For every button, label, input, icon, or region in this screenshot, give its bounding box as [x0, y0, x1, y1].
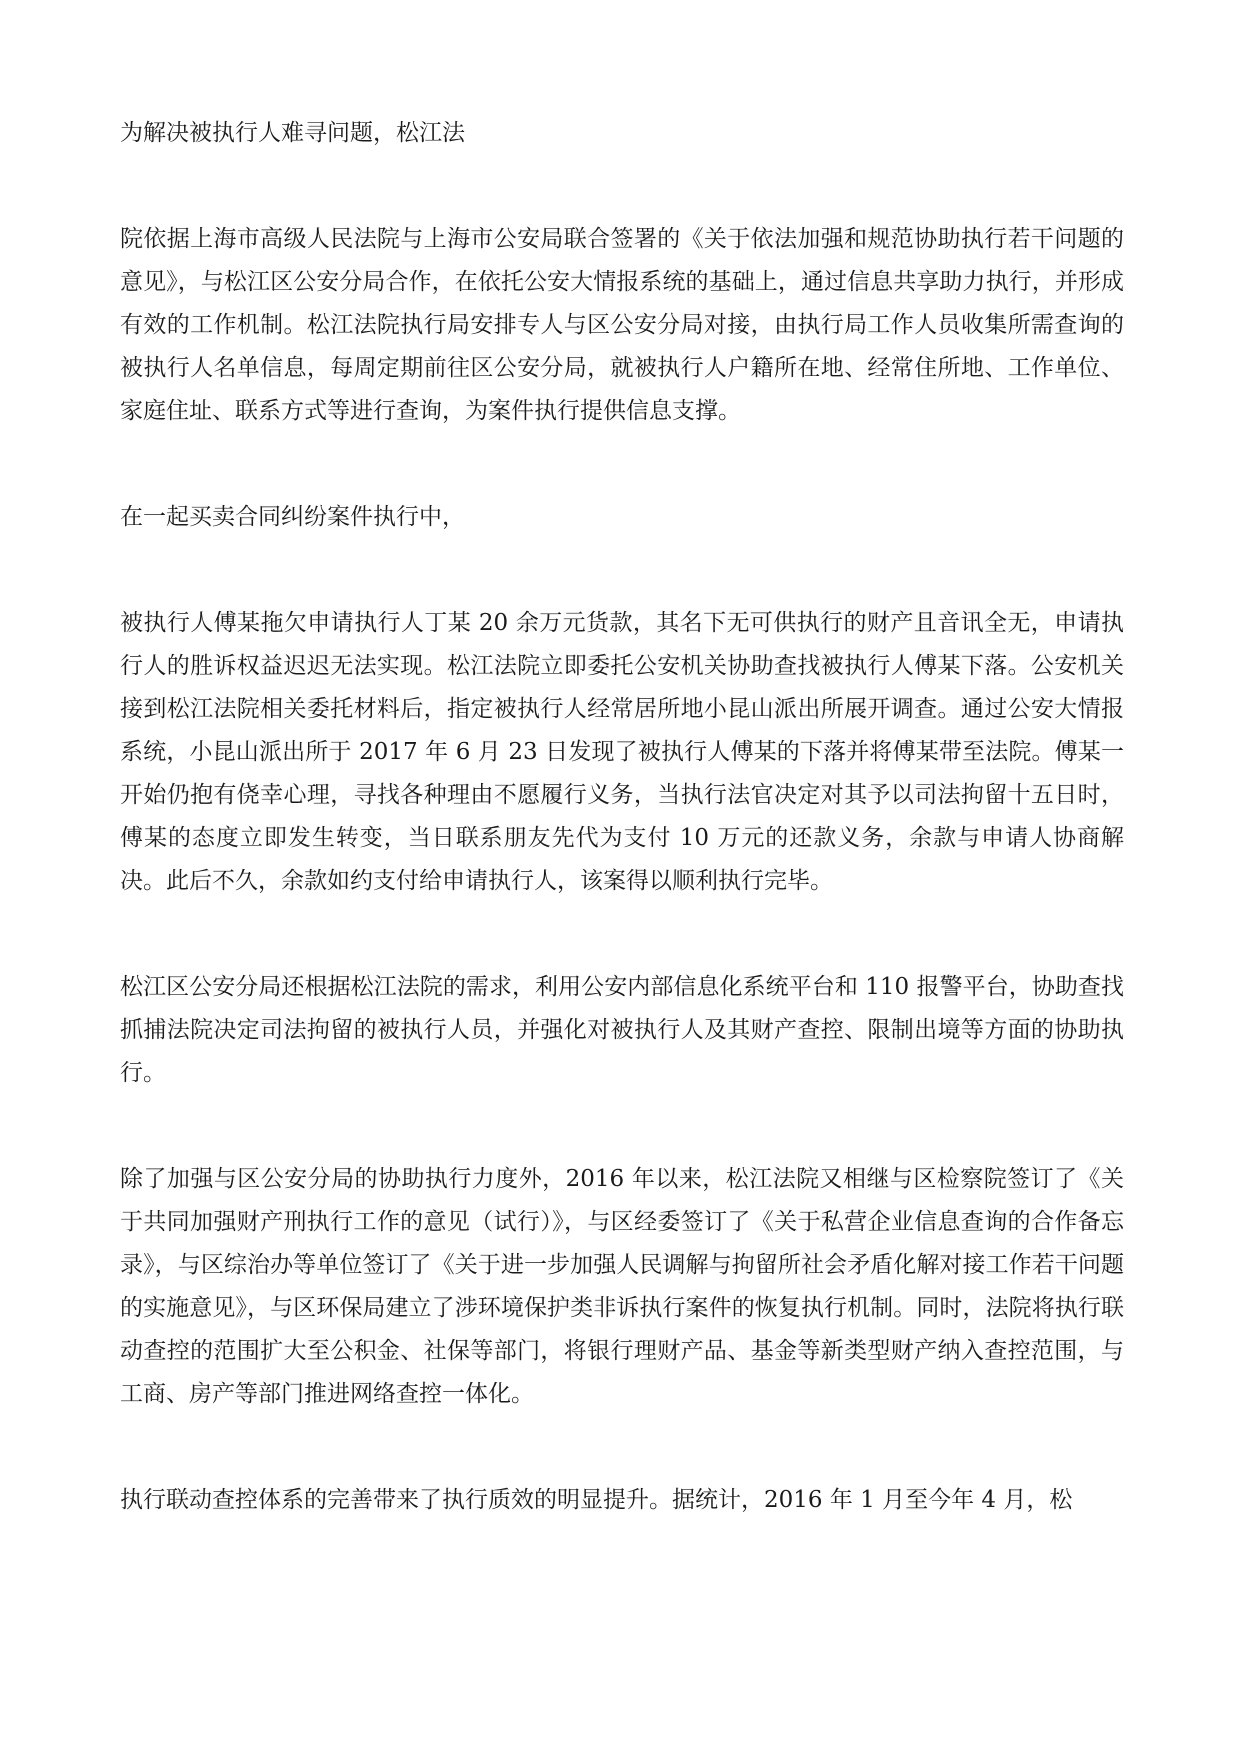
paragraph-statistics: 执行联动查控体系的完善带来了执行质效的明显提升。据统计，2016 年 1 月至今年 4 月，松 [120, 1487, 1073, 1513]
paragraph-cooperation: 院依据上海市高级人民法院与上海市公安局联合签署的《关于依法加强和规范协助执行若干问题的意见》，与松江区公安分局合作，在依托公安大情报系统的基础上，通过信息共享助力执行，并形成有效的工作机制。松江法院执行局安排专人与区公安分局对接，由执行局工作人员收集所需查询的被执行人名单信息，每周定期前往区公安分局，就被执行人户籍所在地、经常住所地、工作单位、家庭住址、联系方式等进行查询，为案件执行提供信息支撑。 [120, 226, 1124, 424]
document-body [120, 112, 1124, 1522]
paragraph-police-support: 松江区公安分局还根据松江法院的需求，利用公安内部信息化系统平台和 110 报警平台，协助查找抓捕法院决定司法拘留的被执行人员，并强化对被执行人及其财产查控、限制出境等方面的协助执行。 [120, 974, 1124, 1086]
paragraph-intro: 为解决被执行人难寻问题，松江法 [120, 120, 465, 146]
paragraph-case-lead: 在一起买卖合同纠纷案件执行中， [120, 504, 465, 530]
paragraph-agreements: 除了加强与区公安分局的协助执行力度外，2016 年以来，松江法院又相继与区检察院签订了《关于共同加强财产刑执行工作的意见（试行）》，与区经委签订了《关于私营企业信息查询的合作备忘录》，与区综治办等单位签订了《关于进一步加强人民调解与拘留所社会矛盾化解对接工作若干问题的实施意见》，与区环保局建立了涉环境保护类非诉执行案件的恢复执行机制。同时，法院将执行联动查控的范围扩大至公积金、社保等部门，将银行理财产品、基金等新类型财产纳入查控范围，与工商、房产等部门推进网络查控一体化。 [120, 1166, 1124, 1407]
paragraph-case-detail: 被执行人傅某拖欠申请执行人丁某 20 余万元货款，其名下无可供执行的财产且音讯全无，申请执行人的胜诉权益迟迟无法实现。松江法院立即委托公安机关协助查找被执行人傅某下落。公安机关接到松江法院相关委托材料后，指定被执行人经常居所地小昆山派出所展开调查。通过公安大情报系统，小昆山派出所于 2017 年 6 月 23 日发现了被执行人傅某的下落并将傅某带至法院。傅某一开始仍抱有侥幸心理，寻找各种理由不愿履行义务，当执行法官决定对其予以司法拘留十五日时，傅某的态度立即发生转变，当日联系朋友先代为支付 10 万元的还款义务，余款与申请人协商解决。此后不久，余款如约支付给申请执行人，该案得以顺利执行完毕。 [120, 610, 1124, 894]
